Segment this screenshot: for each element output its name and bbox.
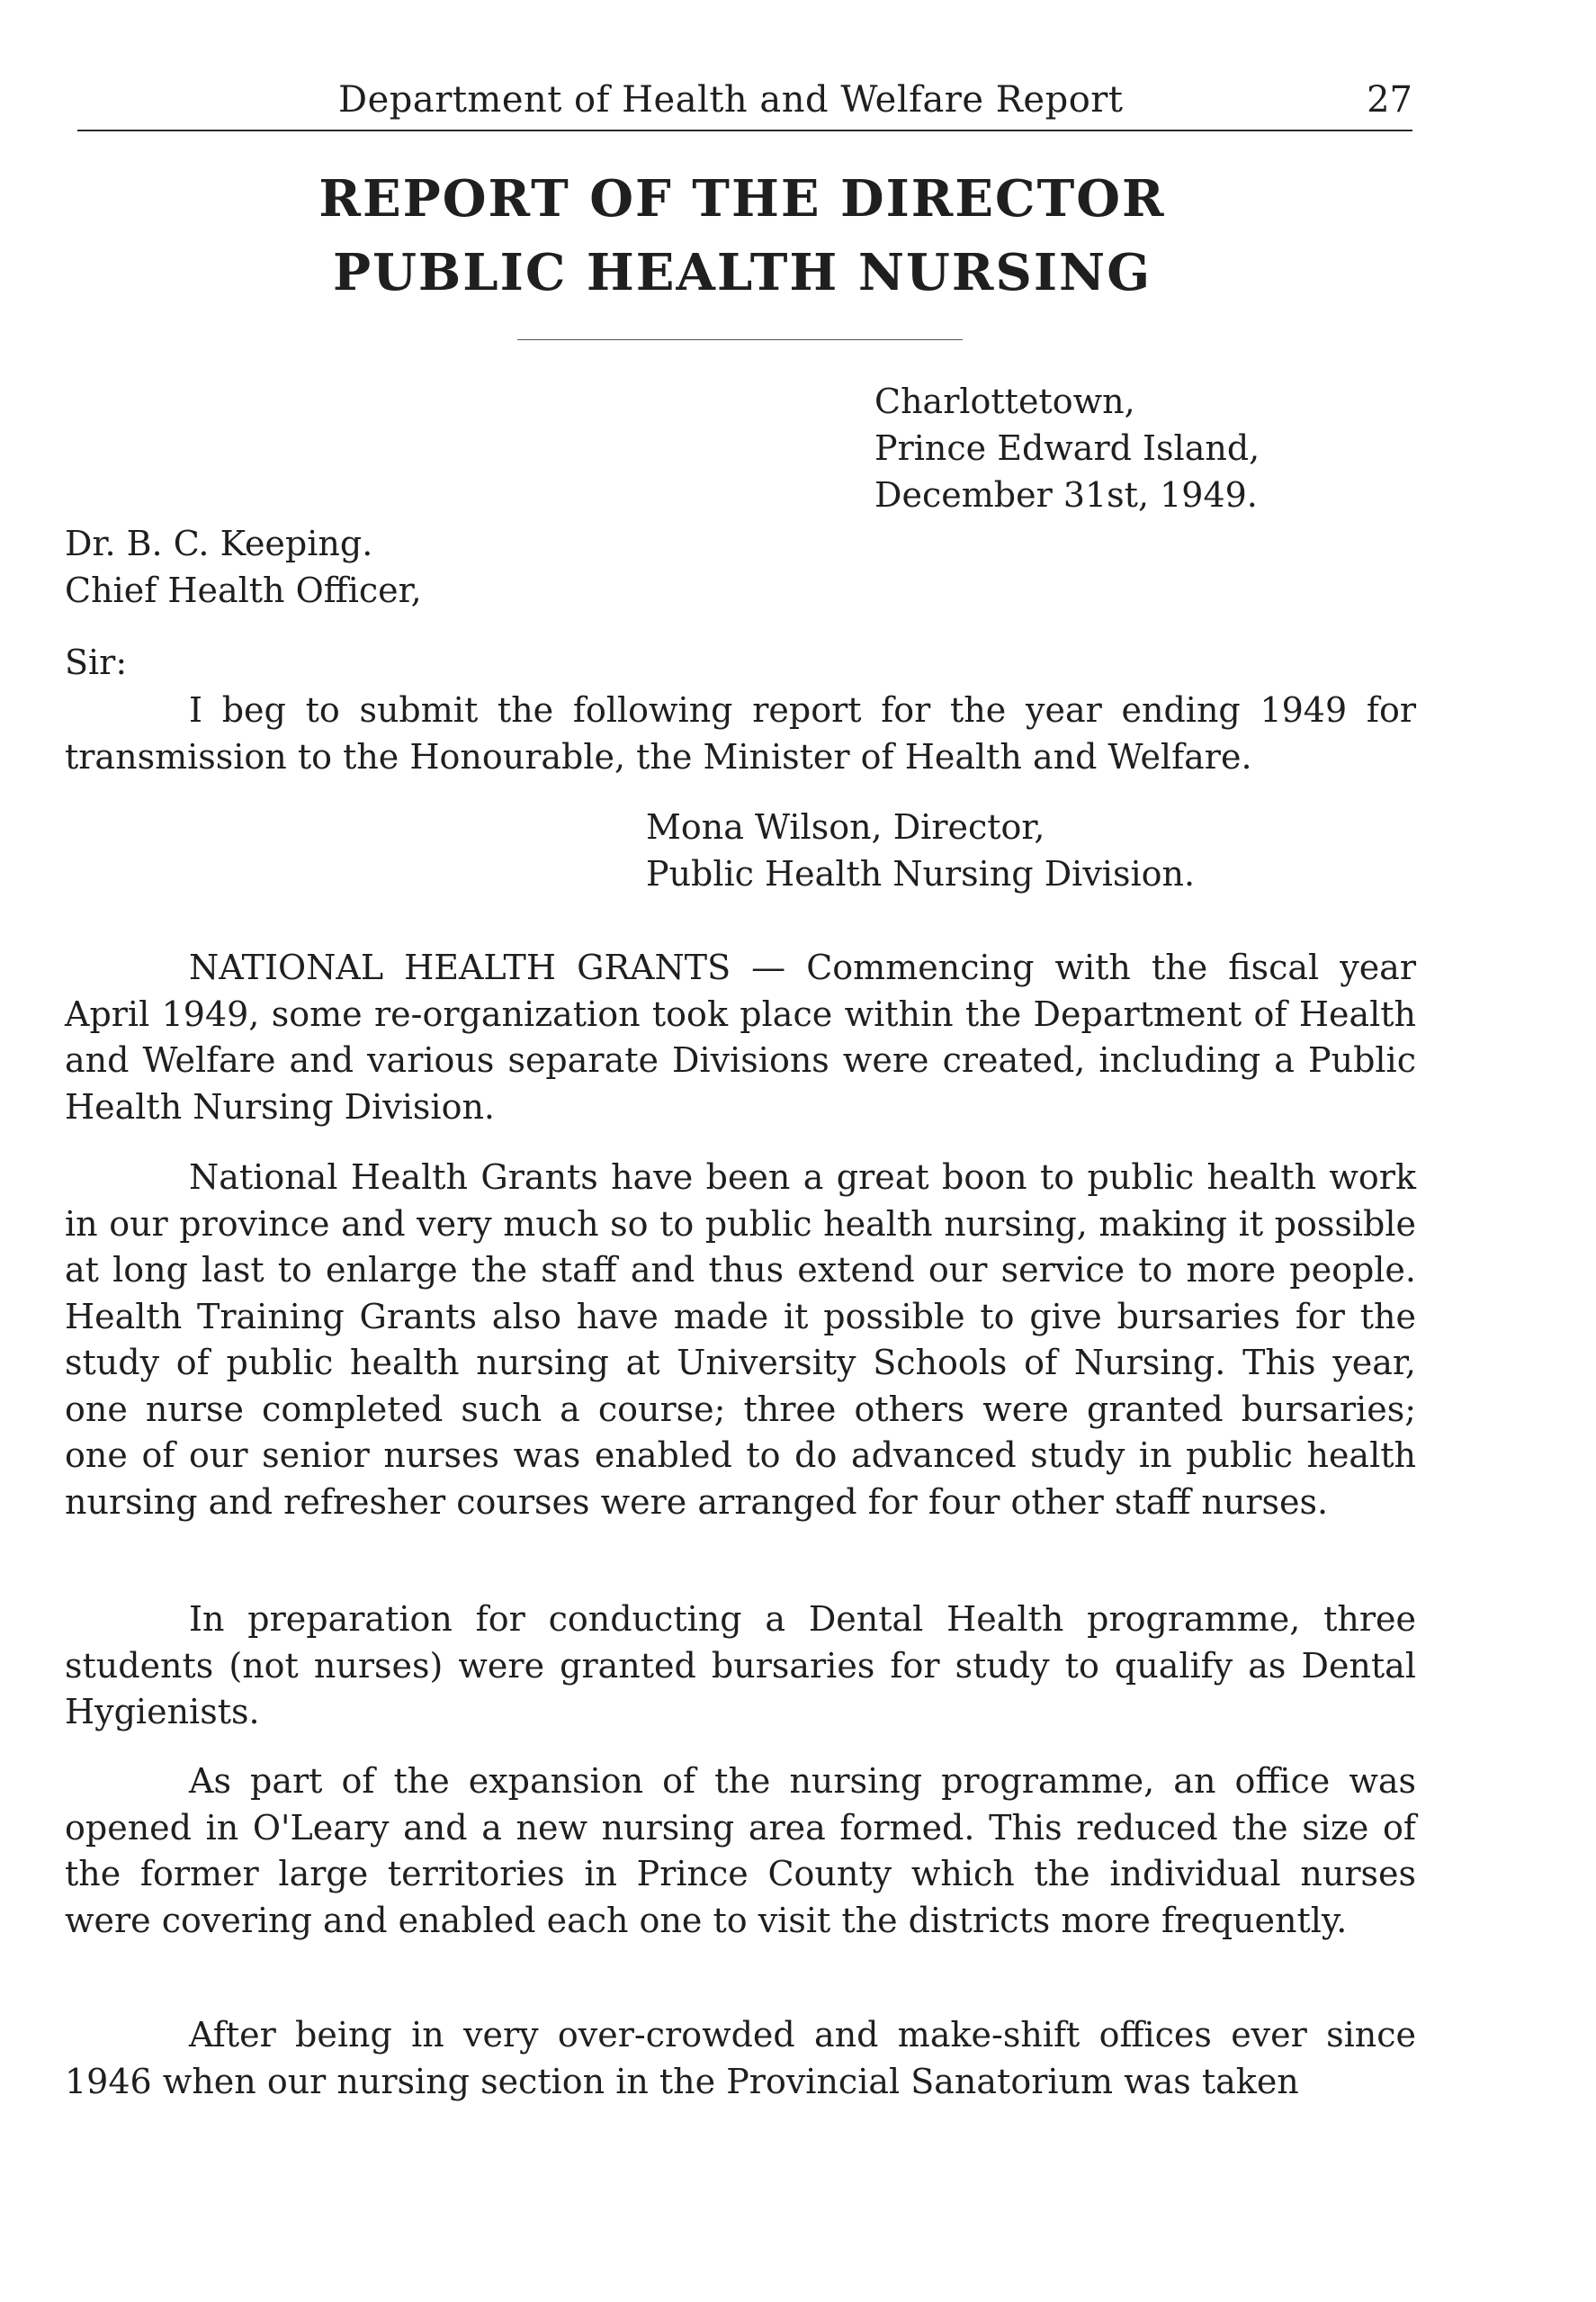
salutation: Sir:: [65, 643, 128, 682]
addressee-title: Chief Health Officer,: [65, 571, 422, 610]
addressee-name: Dr. B. C. Keeping.: [65, 524, 373, 563]
report-title-line-1: REPORT OF THE DIRECTOR: [318, 169, 1166, 229]
signatory-division: Public Health Nursing Division.: [646, 854, 1196, 894]
signatory-name: Mona Wilson, Director,: [646, 807, 1045, 847]
body-paragraph: In preparation for conducting a Dental Health programme, three students (not nurses) were granted bursaries for study to qualify as Dental Hygienists.: [65, 1599, 1416, 1731]
submission-paragraph: I beg to submit the following report for the year ending 1949 for transmission to the Honourable, the Minister of Health and Welfare.: [65, 690, 1416, 777]
body-paragraph: After being in very over-crowded and make-shift offices ever since 1946 when our nursing section in the Provincial Sanatorium was taken: [65, 2015, 1416, 2101]
body-paragraph: NATIONAL HEALTH GRANTS — Commencing with the fiscal year April 1949, some re-organization took place within the Department of Health and Welfare and various separate Divisions were created, including a Public Health Nursing Division.: [65, 948, 1416, 1127]
place-city: Charlottetown,: [874, 382, 1135, 421]
title-divider: [517, 339, 963, 340]
page-number: 27: [1367, 79, 1412, 121]
body-paragraph: National Health Grants have been a great boon to public health work in our province and very much so to public health nursing, making it possible at long last to enlarge the staff and thus extend our service to more people. Health Training Grants also have made it possible to give bursaries for the study of public health nursing at University Schools of Nursing. This year, one nurse completed such a course; three others were granted bursaries; one of our senior nurses was enabled to do advanced study in public health nursing and refresher courses were arranged for four other staff nurses.: [65, 1157, 1416, 1522]
letter-date: December 31st, 1949.: [874, 475, 1258, 515]
place-date-block: [874, 378, 1260, 518]
running-header-title: Department of Health and Welfare Report: [338, 79, 1124, 121]
body-paragraph: As part of the expansion of the nursing programme, an office was opened in O'Leary and a new nursing area formed. This reduced the size of the former large territories in Prince County which the individual nurses were covering and enabled each one to visit the districts more frequently.: [65, 1761, 1416, 1940]
addressee-block: [65, 520, 422, 614]
place-province: Prince Edward Island,: [874, 428, 1260, 468]
report-title-line-2: PUBLIC HEALTH NURSING: [332, 243, 1152, 302]
signature-block: [646, 804, 1195, 897]
running-header: [77, 76, 1412, 131]
